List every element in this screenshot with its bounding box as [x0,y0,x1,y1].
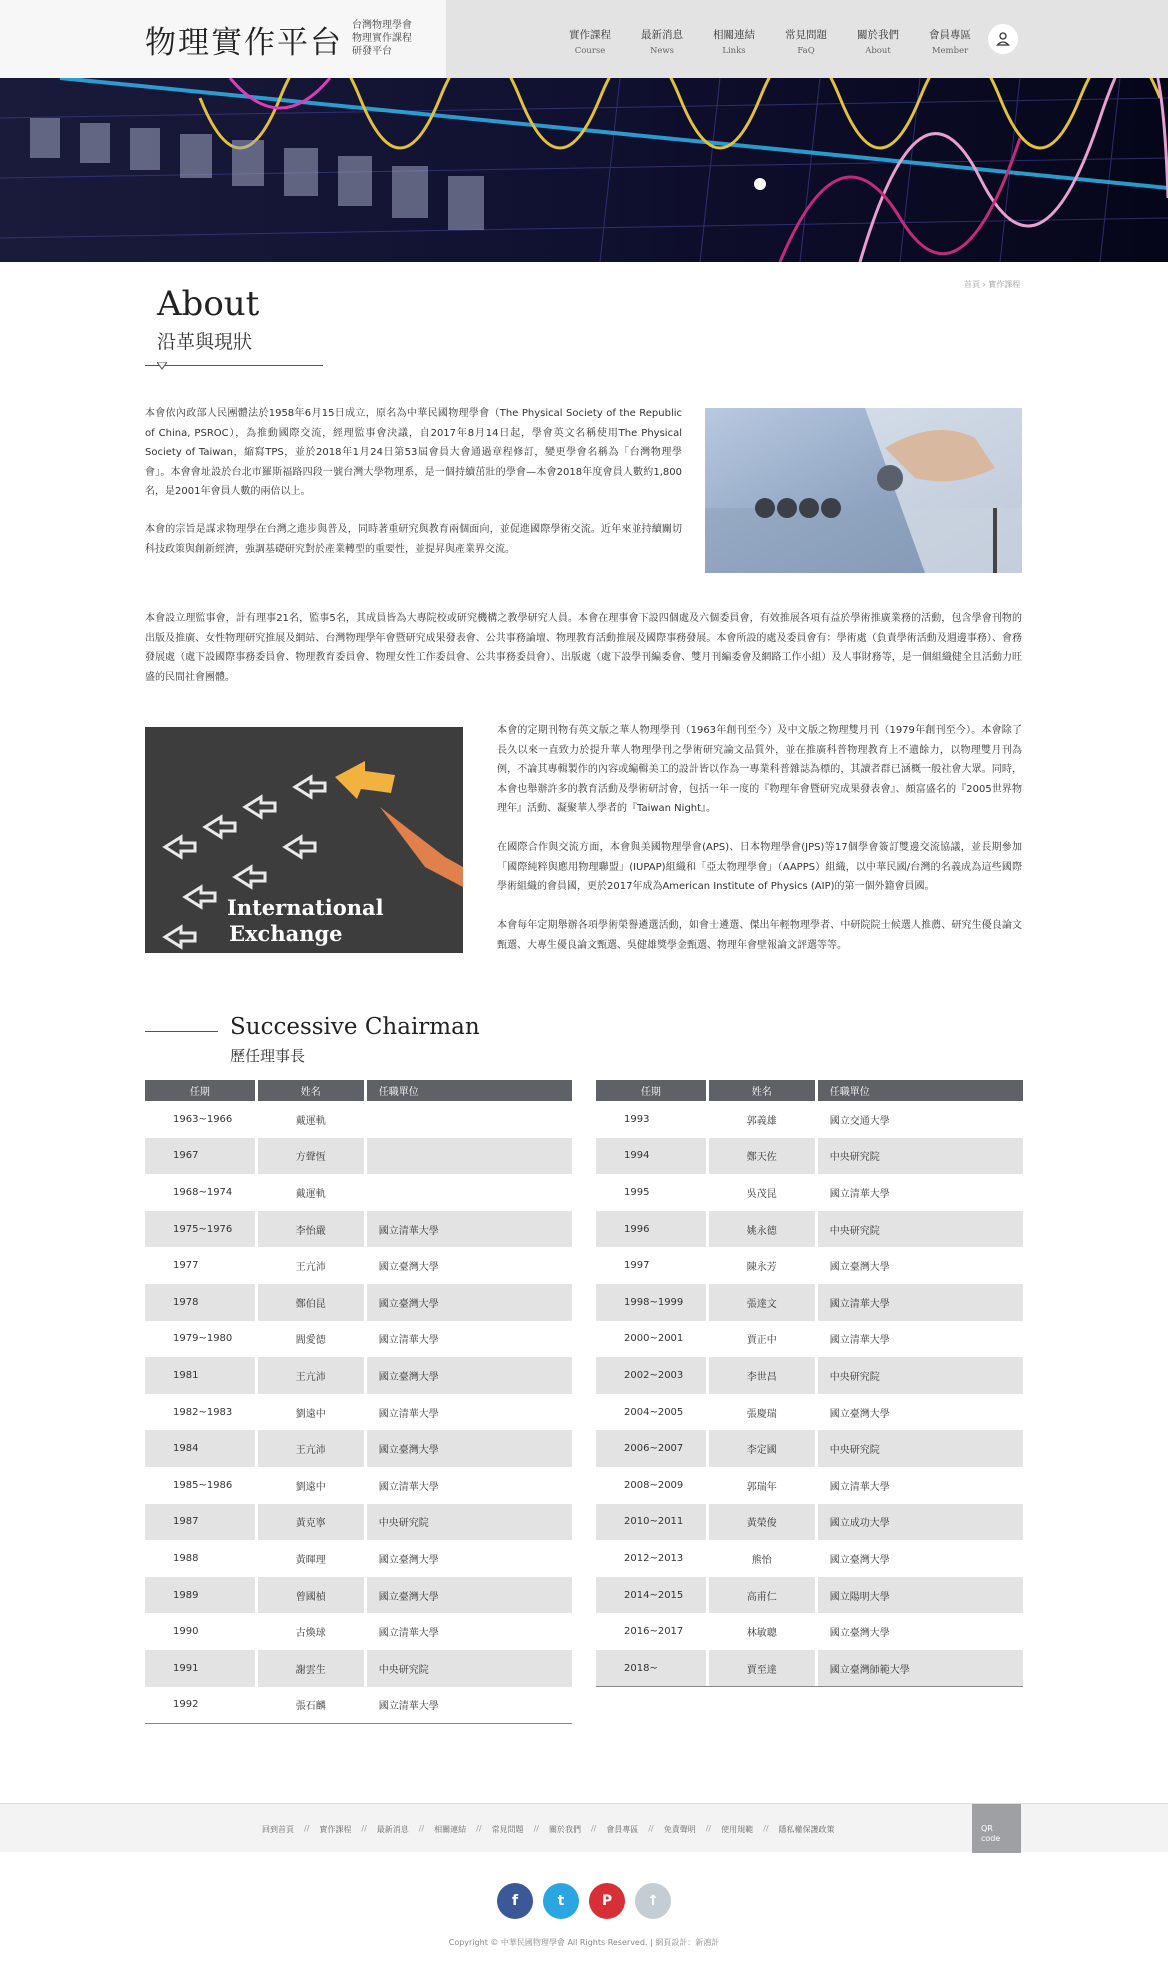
table-row [145,1613,572,1650]
pinterest-icon: P [601,1893,613,1909]
term-cell: 2012~2013 [624,1552,684,1564]
qr-label: code [981,1834,1001,1843]
hero-banner [0,78,1168,262]
term-cell: 2002~2003 [596,1357,706,1394]
chairman-table-right [593,1080,1026,1687]
name-cell: 姚永德 [709,1211,815,1248]
name-cell: 張達文 [709,1284,815,1321]
footer-link[interactable]: 會員專區 [606,1825,639,1834]
footer-separator: // [705,1824,712,1833]
term-cell: 2010~2011 [596,1504,706,1541]
term-cell: 1975~1976 [145,1211,255,1248]
name-cell: 吳茂昆 [746,1188,777,1200]
term-cell: 1992 [173,1699,199,1711]
about-paragraph-4: 本會的定期刊物有英文版之華人物理學刊（1963年創刊至今）及中文版之物理雙月刊（1979年創刊至今）。本會除了長久以來一直致力於提升華人物理學刊之學術研究論文品質外，並在推廣科普物理教育上不遺餘力，以物理雙月刊為例，不論其專輯製作的內容或編輯美工的設計皆以作為一專業科普雜誌為標的，其讀者群已涵概一般社會大眾。同時，本會也舉辦許多的教育活動及學術研討會，包括一年一度的『物理年會暨研究成果發表會』、頗富盛名的『2005世界物理年』活動、凝聚華人學者的『Taiwan Night』。 [497,725,1022,814]
table-row [596,1101,1023,1138]
name-cell: 戴運軌 [295,1188,326,1200]
qr-code-button[interactable] [972,1804,1021,1853]
table-row [145,1540,572,1577]
about-paragraph-5: 在國際合作與交流方面，本會與美國物理學會(APS)、日本物理學會(JPS)等17個學會簽訂雙邊交流協議，並長期參加「國際純粹與應用物理聯盟」(IUPAP)組織和「亞太物理學會」（AAPPS）組織，以中華民國/台灣的名義成為這些國際學術組織的會員國，更於2017年成為American Institute of Physics (AIP)的第一個外籍會員國。 [497,842,1022,892]
term-cell: 2000~2001 [624,1333,684,1345]
table-row [596,1467,1023,1504]
affiliation-cell: 國立臺灣大學 [829,1262,890,1274]
affiliation-cell: 國立清華大學 [829,1188,890,1200]
about-paragraph-1: 本會依內政部人民團體法於1958年6月15日成立，原名為中華民國物理學會（The Physical Society of the Republic of China, PSROC），為推動國際交流，經理監事會決議，自2017年8月14日起，學會英文名稱使用The Physical Society of Taiwan，縮寫TPS，並於2018年1月24日第53屆會員大會通過章程修訂，變更學會名稱為「台灣物理學會」。本會會址設於台北市羅斯福路四段一號台灣大學物理系，是一個持續茁壯的學會—本會2018年度會員人數約1,800名，是2001年會員人數的兩倍以上。 [145,408,682,497]
table-row [596,1394,1023,1431]
affiliation-cell: 國立清華大學 [378,1701,439,1713]
column-header: 任職單位 [818,1080,1023,1101]
column-header: 任期 [596,1080,706,1101]
nav-label: 實作課程 [569,29,611,41]
affiliation-cell: 中央研究院 [367,1650,572,1687]
affiliation-cell [367,1174,572,1211]
footer-link[interactable]: 最新消息 [376,1825,409,1834]
table-row [596,1284,1023,1321]
footer-separator: // [304,1824,310,1833]
term-cell: 1991 [145,1650,255,1687]
copyright-text: Copyright © 中華民國物理學會 All Rights Reserved. | 網頁設計：新鴻計 [448,1938,720,1947]
nav-item-course[interactable] [554,27,626,56]
term-cell: 1989 [145,1577,255,1614]
header-logo-area [0,0,446,78]
name-cell: 李定國 [709,1430,815,1467]
name-cell: 戴運軌 [295,1115,326,1127]
column-header: 任期 [145,1080,255,1101]
section-divider [145,1031,218,1032]
affiliation-cell: 中央研究院 [818,1211,1023,1248]
about-paragraph-3: 本會設立理監事會，計有理事21名，監事5名，其成員皆為大專院校或研究機構之教學研究人員。本會在理事會下設四個處及六個委員會，有效推展各項有益於學術推廣業務的活動，包含學會刊物的出版及推廣、女性物理研究推展及網站、台灣物理學年會暨研究成果發表會、公共事務論壇、物理教育活動推展及國際事務發展。本會所設的處及委員會有：學術處（負責學術活動及週邊事務）、會務發展處（處下設國際事務委員會、物理教育委員會、物理女性工作委員會、公共事務委員會）、出版處（處下設學刊編委會、雙月刊編委會及網路工作小組）及人事財務等，是一個組織健全且活動力旺盛的民間社會團體。 [145,613,1022,683]
term-cell: 1984 [145,1430,255,1467]
nav-item-member[interactable] [914,27,986,56]
term-cell: 1978 [145,1284,255,1321]
name-cell: 黃暉理 [295,1554,326,1566]
affiliation-cell: 國立成功大學 [818,1504,1023,1541]
back-to-top-icon: ↑ [647,1893,659,1909]
chairman-table-left [142,1080,575,1723]
footer-link[interactable]: 使用規範 [721,1825,754,1834]
about-paragraph-6: 本會每年定期舉辦各項學術榮譽遴選活動，如會士遴選、傑出年輕物理學者、中研院院士候選人推薦、研究生優良論文甄選、大專生優良論文甄選、吳健雄獎學金甄選、物理年會壁報論文評選等等。 [497,920,1022,951]
twitter-button[interactable] [543,1883,579,1919]
main-nav [554,27,986,56]
name-cell: 熊怡 [751,1554,772,1566]
logo-sub-line: 物理實作課程 [352,33,412,44]
affiliation-cell [367,1101,572,1138]
twitter-icon: t [557,1893,565,1909]
back-to-top-button[interactable] [635,1883,671,1919]
logo-sub-line: 台灣物理學會 [352,20,412,31]
name-cell: 王亢沛 [295,1262,326,1274]
footer-separator: // [763,1824,769,1833]
affiliation-cell: 國立臺灣大學 [378,1554,439,1566]
name-cell: 曾國楨 [258,1577,364,1614]
name-cell: 陳永芳 [746,1262,777,1274]
affiliation-cell: 國立臺灣大學 [367,1577,572,1614]
table-bottom-border [145,1723,572,1724]
name-cell: 王亢沛 [258,1430,364,1467]
table-row [596,1504,1023,1541]
footer-separator: // [648,1824,654,1833]
section-subtitle: 歷任理事長 [230,1047,306,1065]
table-row [145,1101,572,1138]
table-bottom-border [596,1686,1023,1687]
nav-label-en: About [865,46,891,56]
table-row [145,1284,572,1321]
table-row [145,1687,572,1724]
table-header-row [145,1080,572,1101]
name-cell: 古煥球 [295,1628,326,1640]
affiliation-cell: 國立交通大學 [829,1115,890,1127]
table-row [145,1211,572,1248]
table-row [596,1138,1023,1175]
affiliation-cell: 中央研究院 [818,1138,1023,1175]
qr-label: QR [981,1824,993,1833]
footer-link[interactable]: 相關連結 [434,1825,467,1834]
affiliation-cell: 中央研究院 [818,1430,1023,1467]
affiliation-cell: 國立清華大學 [378,1481,439,1493]
term-cell: 1996 [596,1211,706,1248]
footer-separator: // [533,1824,539,1833]
table-row [596,1430,1023,1467]
nav-label-en: Member [931,46,969,56]
column-header: 姓名 [709,1080,815,1101]
footer-link[interactable]: 回到首頁 [262,1825,294,1834]
term-cell: 1987 [145,1504,255,1541]
affiliation-cell: 中央研究院 [818,1357,1023,1394]
table-row [596,1321,1023,1358]
image-caption-line: Exchange [229,921,343,946]
footer-link[interactable]: 實作課程 [319,1825,352,1834]
nav-item-links[interactable] [698,27,770,56]
breadcrumb[interactable]: 首頁 › 實作課程 [964,280,1021,289]
table-row [596,1613,1023,1650]
title-divider [145,365,323,366]
table-row [145,1357,572,1394]
nav-item-about[interactable] [842,27,914,56]
term-cell: 2008~2009 [624,1479,684,1491]
affiliation-cell: 國立清華大學 [818,1284,1023,1321]
name-cell: 賈正中 [746,1335,777,1347]
nav-item-faq[interactable] [770,27,842,56]
table-row [145,1577,572,1614]
table-row [145,1430,572,1467]
logo-sub-line: 研發平台 [352,46,392,57]
term-cell: 1979~1980 [173,1333,233,1345]
name-cell: 鄭天佐 [709,1138,815,1175]
name-cell: 鄭伯昆 [258,1284,364,1321]
facebook-button[interactable] [497,1883,533,1919]
table-row [596,1211,1023,1248]
affiliation-cell: 國立臺灣師範大學 [818,1650,1023,1687]
nav-label: 關於我們 [857,29,899,41]
site-logo-subtitle [352,19,412,58]
name-cell: 黃榮俊 [709,1504,815,1541]
name-cell: 高甫仁 [709,1577,815,1614]
table-row [596,1650,1023,1687]
page-title: About [157,284,260,324]
name-cell: 李怡嚴 [258,1211,364,1248]
affiliation-cell: 國立清華大學 [378,1408,439,1420]
nav-label: 常見問題 [785,29,827,41]
name-cell: 閻愛德 [295,1335,326,1347]
term-cell: 1967 [145,1138,255,1175]
section-title: Successive Chairman [230,1014,480,1040]
user-account-button[interactable] [988,24,1018,54]
nav-label: 相關連結 [713,29,755,41]
table-row [596,1247,1023,1284]
table-row [145,1247,572,1284]
affiliation-cell: 國立臺灣大學 [367,1284,572,1321]
term-cell: 1982~1983 [173,1406,233,1418]
international-exchange-photo [145,727,463,953]
nav-label: 會員專區 [929,29,971,41]
nav-label-en: Links [722,46,746,56]
nav-label-en: News [649,46,675,56]
footer-separator: // [418,1824,425,1833]
table-row [145,1174,572,1211]
triangle-marker-icon [157,362,167,370]
name-cell: 李世昌 [709,1357,815,1394]
term-cell: 1998~1999 [596,1284,706,1321]
term-cell: 1988 [173,1552,199,1564]
footer-link[interactable]: 隱私權保護政策 [778,1825,835,1834]
affiliation-cell: 國立清華大學 [829,1481,890,1493]
facebook-icon: f [511,1893,519,1909]
site-header [0,0,1168,78]
term-cell: 1985~1986 [173,1479,233,1491]
affiliation-cell: 國立臺灣大學 [829,1554,890,1566]
affiliation-cell: 中央研究院 [367,1504,572,1541]
name-cell: 劉遠中 [295,1408,326,1420]
affiliation-cell: 國立臺灣大學 [829,1408,890,1420]
term-cell: 1993 [624,1113,650,1125]
footer-link[interactable]: 關於我們 [548,1825,581,1834]
affiliation-cell: 國立清華大學 [378,1335,439,1347]
name-cell: 張慶瑞 [746,1408,777,1420]
affiliation-cell: 國立清華大學 [367,1211,572,1248]
term-cell: 2006~2007 [596,1430,706,1467]
page-subtitle: 沿革與現狀 [157,331,253,353]
table-header-row [596,1080,1023,1101]
name-cell: 郭義雄 [746,1115,777,1127]
name-cell: 劉遠中 [295,1481,326,1493]
table-row [145,1321,572,1358]
name-cell: 林敏聰 [746,1628,777,1640]
footer-separator: // [590,1824,597,1833]
footer-link[interactable]: 常見問題 [491,1825,524,1834]
affiliation-cell: 國立臺灣大學 [829,1628,890,1640]
term-cell: 1963~1966 [173,1113,233,1125]
table-row [145,1504,572,1541]
table-row [596,1174,1023,1211]
term-cell: 2014~2015 [596,1577,706,1614]
name-cell: 賈至達 [709,1650,815,1687]
table-row [596,1540,1023,1577]
table-row [145,1467,572,1504]
term-cell: 1995 [624,1186,650,1198]
table-row [145,1650,572,1687]
affiliation-cell: 國立臺灣大學 [367,1430,572,1467]
nav-label-en: FaQ [797,46,815,56]
oscilloscope-banner-image [0,78,1168,262]
table-row [145,1138,572,1175]
about-paragraph-2: 本會的宗旨是謀求物理學在台灣之進步與普及，同時著重研究與教育兩個面向，並促進國際學術交流。近年來並持續關切科技政策與創新經濟，強調基礎研究對於產業轉型的重要性，並提昇與產業界交流。 [145,524,682,555]
footer-separator: // [476,1824,482,1833]
column-header: 姓名 [258,1080,364,1101]
name-cell: 郭瑞年 [746,1481,777,1493]
user-icon [995,31,1011,47]
name-cell: 王亢沛 [258,1357,364,1394]
footer-link[interactable]: 免責聲明 [663,1825,696,1834]
column-header: 任職單位 [367,1080,572,1101]
name-cell: 謝雲生 [258,1650,364,1687]
name-cell: 方聲恆 [258,1138,364,1175]
affiliation-cell: 國立清華大學 [829,1335,890,1347]
term-cell: 1994 [596,1138,706,1175]
name-cell: 黃克寧 [258,1504,364,1541]
newtons-cradle-photo [705,408,1022,573]
name-cell: 張石麟 [295,1701,326,1713]
image-caption-line: International [227,895,384,920]
footer-bar [0,1803,1168,1852]
table-row [596,1577,1023,1614]
nav-label: 最新消息 [641,29,683,41]
nav-label-en: Course [574,46,606,56]
term-cell: 1981 [145,1357,255,1394]
footer-links [262,1824,835,1835]
table-row [596,1357,1023,1394]
affiliation-cell: 國立臺灣大學 [367,1357,572,1394]
affiliation-cell: 國立陽明大學 [818,1577,1023,1614]
affiliation-cell: 國立清華大學 [378,1628,439,1640]
term-cell: 1977 [173,1260,199,1272]
term-cell: 1997 [624,1260,650,1272]
term-cell: 2016~2017 [624,1626,684,1638]
term-cell: 1990 [173,1626,199,1638]
footer-separator: // [361,1824,367,1833]
term-cell: 2004~2005 [624,1406,684,1418]
nav-item-news[interactable] [626,27,698,56]
term-cell: 1968~1974 [173,1186,233,1198]
affiliation-cell: 國立臺灣大學 [378,1262,439,1274]
term-cell: 2018~ [596,1650,706,1687]
pinterest-button[interactable] [589,1883,625,1919]
affiliation-cell [367,1138,572,1175]
table-row [145,1394,572,1431]
site-logo-title[interactable]: 物理實作平台 [145,25,343,61]
